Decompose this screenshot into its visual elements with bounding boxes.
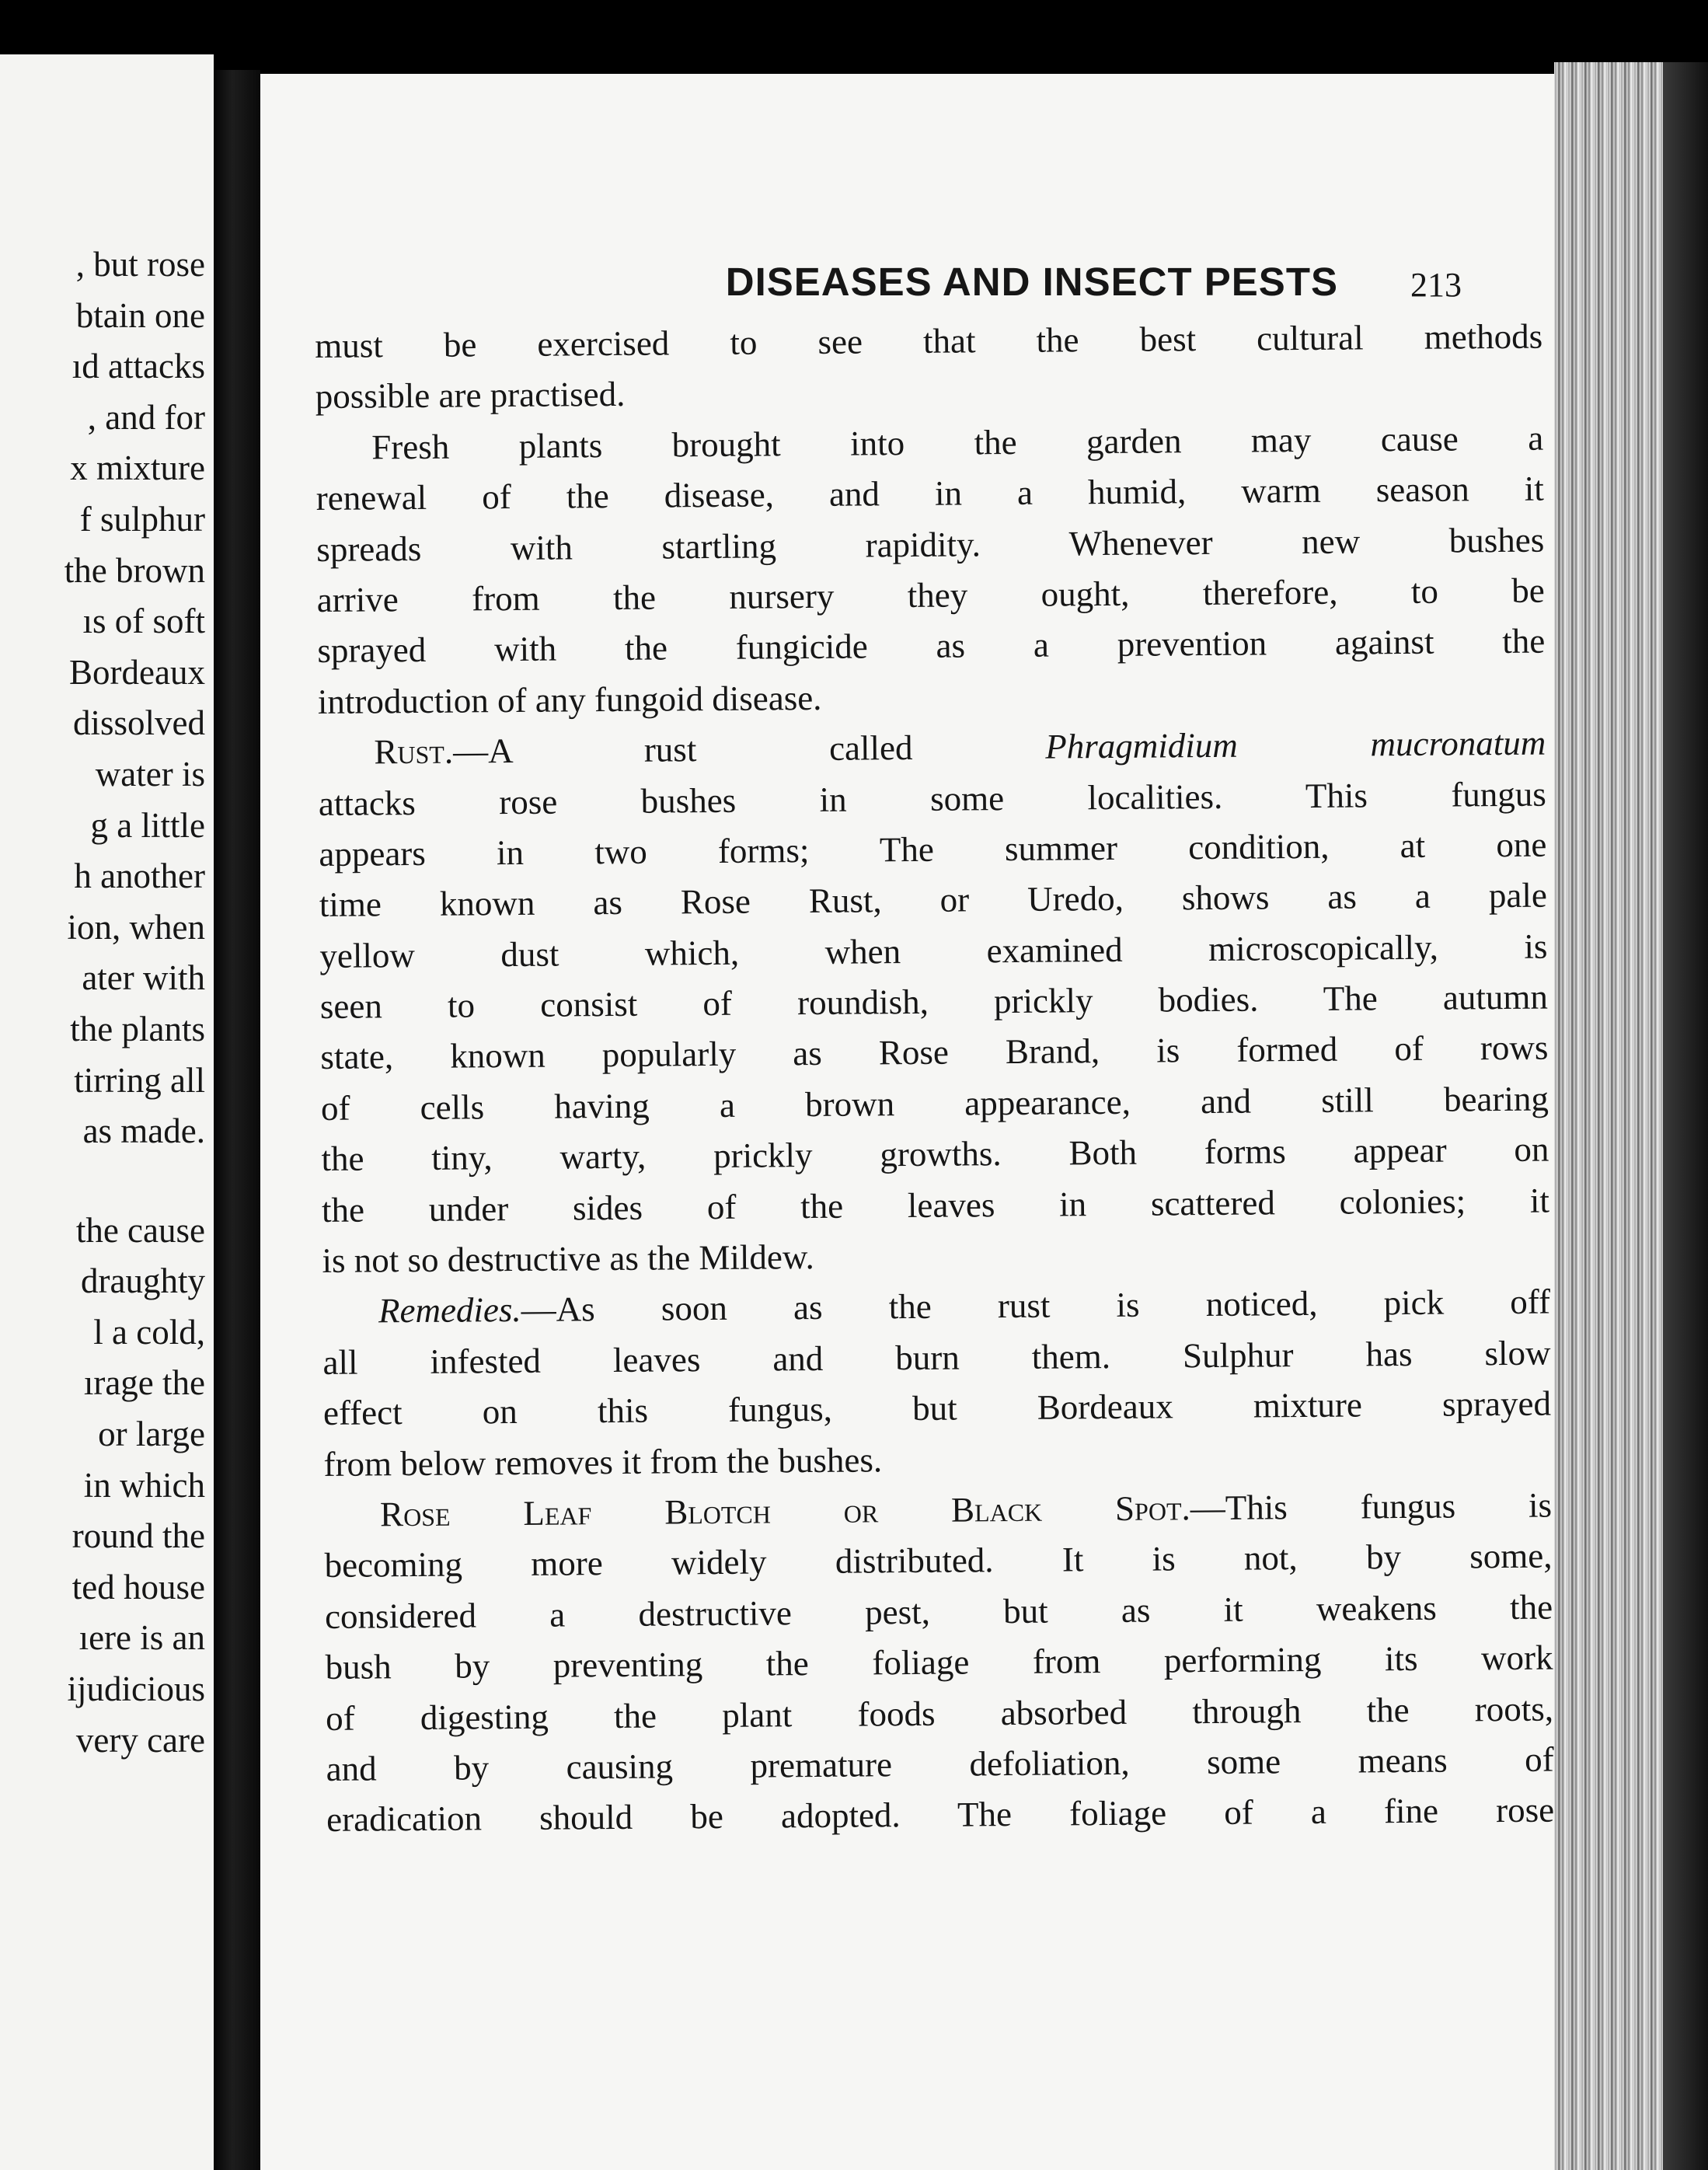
page-edge-shadow [1663,62,1708,2170]
text-line: attacks rose bushes in some localities. This fungus [318,774,1547,823]
left-fragment: ıs of soft [82,602,205,641]
text-line: the tiny, warty, prickly growths. Both forms appear on [321,1129,1549,1179]
text-line: time known as Rose Rust, or Uredo, shows as a pale [319,875,1548,925]
right-page [260,74,1554,2170]
left-paragraph-gap [3,1157,205,1205]
blotch-intro: —This fungus is [1190,1485,1553,1528]
left-fragment: , and for [87,397,205,437]
left-page-text-column [3,239,205,1766]
left-fragment: as made. [82,1111,205,1151]
remedies-heading: Remedies. [378,1290,521,1331]
left-fragment: g a little [90,805,205,845]
left-fragment: ıd attacks [71,347,205,386]
text-line: arrive from the nursery they ought, therefore, to be [316,570,1545,619]
left-fragment: h another [74,856,205,896]
left-fragment: round the [71,1516,205,1556]
text-line: all infested leaves and burn them. Sulphur has slow [322,1333,1551,1382]
left-fragment: x mixture [70,448,205,488]
text-line: effect on this fungus, but Bordeaux mixture sprayed [322,1383,1552,1433]
left-fragment: ıere is an [78,1618,205,1658]
species-name: Phragmidium mucronatum [1045,723,1546,766]
left-fragment: ırage the [83,1363,205,1403]
text-line: becoming more widely distributed. It is not, by some, [324,1536,1553,1586]
text-line: spreads with startling rapidity. Whenever new bushes [316,520,1545,569]
remedies-heading-line [322,1277,1550,1338]
left-fragment: the cause [75,1210,205,1250]
left-fragment: f sulphur [79,499,205,539]
left-fragment: or large [98,1415,205,1454]
left-fragment: l a cold, [93,1312,205,1352]
text-line: is not so destructive as the Mildew. [322,1237,814,1280]
text-line: from below removes it from the bushes. [323,1439,883,1484]
left-fragment: btain one [75,295,205,335]
text-line: the under sides of the leaves in scattered colonies; it [321,1181,1550,1230]
rust-heading: Rust. [374,731,454,772]
left-fragment: ijudicious [67,1669,205,1709]
text-line: renewal of the disease, and in a humid, warm season it [315,469,1544,518]
text-line: seen to consist of roundish, prickly bodies. The autumn [319,977,1549,1027]
text-line: appears in two forms; The summer condition, at one [319,825,1547,874]
text-line: must be exercised to see that the best cultural methods [315,316,1543,365]
text-line: possible are practised. [315,375,626,417]
text-line: eradication should be adopted. The foliage of a fine rose [326,1790,1554,1840]
text-line: Fresh plants brought into the garden may cause a [371,418,1544,467]
text-line: introduction of any fungoid disease. [317,678,822,721]
text-line: and by causing premature defoliation, some means of [326,1739,1554,1788]
left-fragment: ater with [82,958,205,998]
remedies-intro: —As soon as the rust is noticed, pick off [521,1282,1551,1330]
body-text [315,312,1554,1846]
left-fragment: very care [75,1720,205,1760]
blotch-heading-line [324,1481,1552,1541]
left-fragment: Bordeaux [69,652,205,692]
text-line: of cells having a brown appearance, and still bearing [320,1079,1549,1128]
rust-heading-line [318,718,1546,779]
page-number: 213 [1410,266,1462,304]
left-fragment: tirring all [74,1060,205,1100]
left-fragment: in which [83,1465,205,1505]
text-line: state, known popularly as Rose Brand, is formed of rows [320,1028,1549,1077]
left-fragment: the brown [64,550,205,590]
left-fragment: , but rose [75,245,205,284]
page-edges [1554,62,1663,2170]
chapter-title: DISEASES AND INSECT PESTS [725,260,1338,304]
running-head [455,259,1542,313]
left-fragment: draughty [81,1261,205,1301]
left-fragment: water is [95,754,205,794]
text-line: sprayed with the fungicide as a prevention against the [317,621,1546,671]
rust-intro: —A rust called [452,728,913,771]
text-line: of digesting the plant foods absorbed through the roots, [325,1689,1554,1738]
text-line: bush by preventing the foliage from performing its work [325,1638,1553,1687]
blotch-heading: Rose Leaf Blotch or Black Spot. [379,1488,1190,1534]
text-line: considered a destructive pest, but as it weakens the [324,1587,1553,1636]
left-fragment: ted house [71,1567,205,1607]
book-gutter [214,70,260,2170]
left-fragment: ion, when [67,907,205,947]
left-fragment: dissolved [72,703,205,743]
left-fragment: the plants [70,1009,205,1048]
text-line: yellow dust which, when examined microscopically, is [319,926,1548,975]
